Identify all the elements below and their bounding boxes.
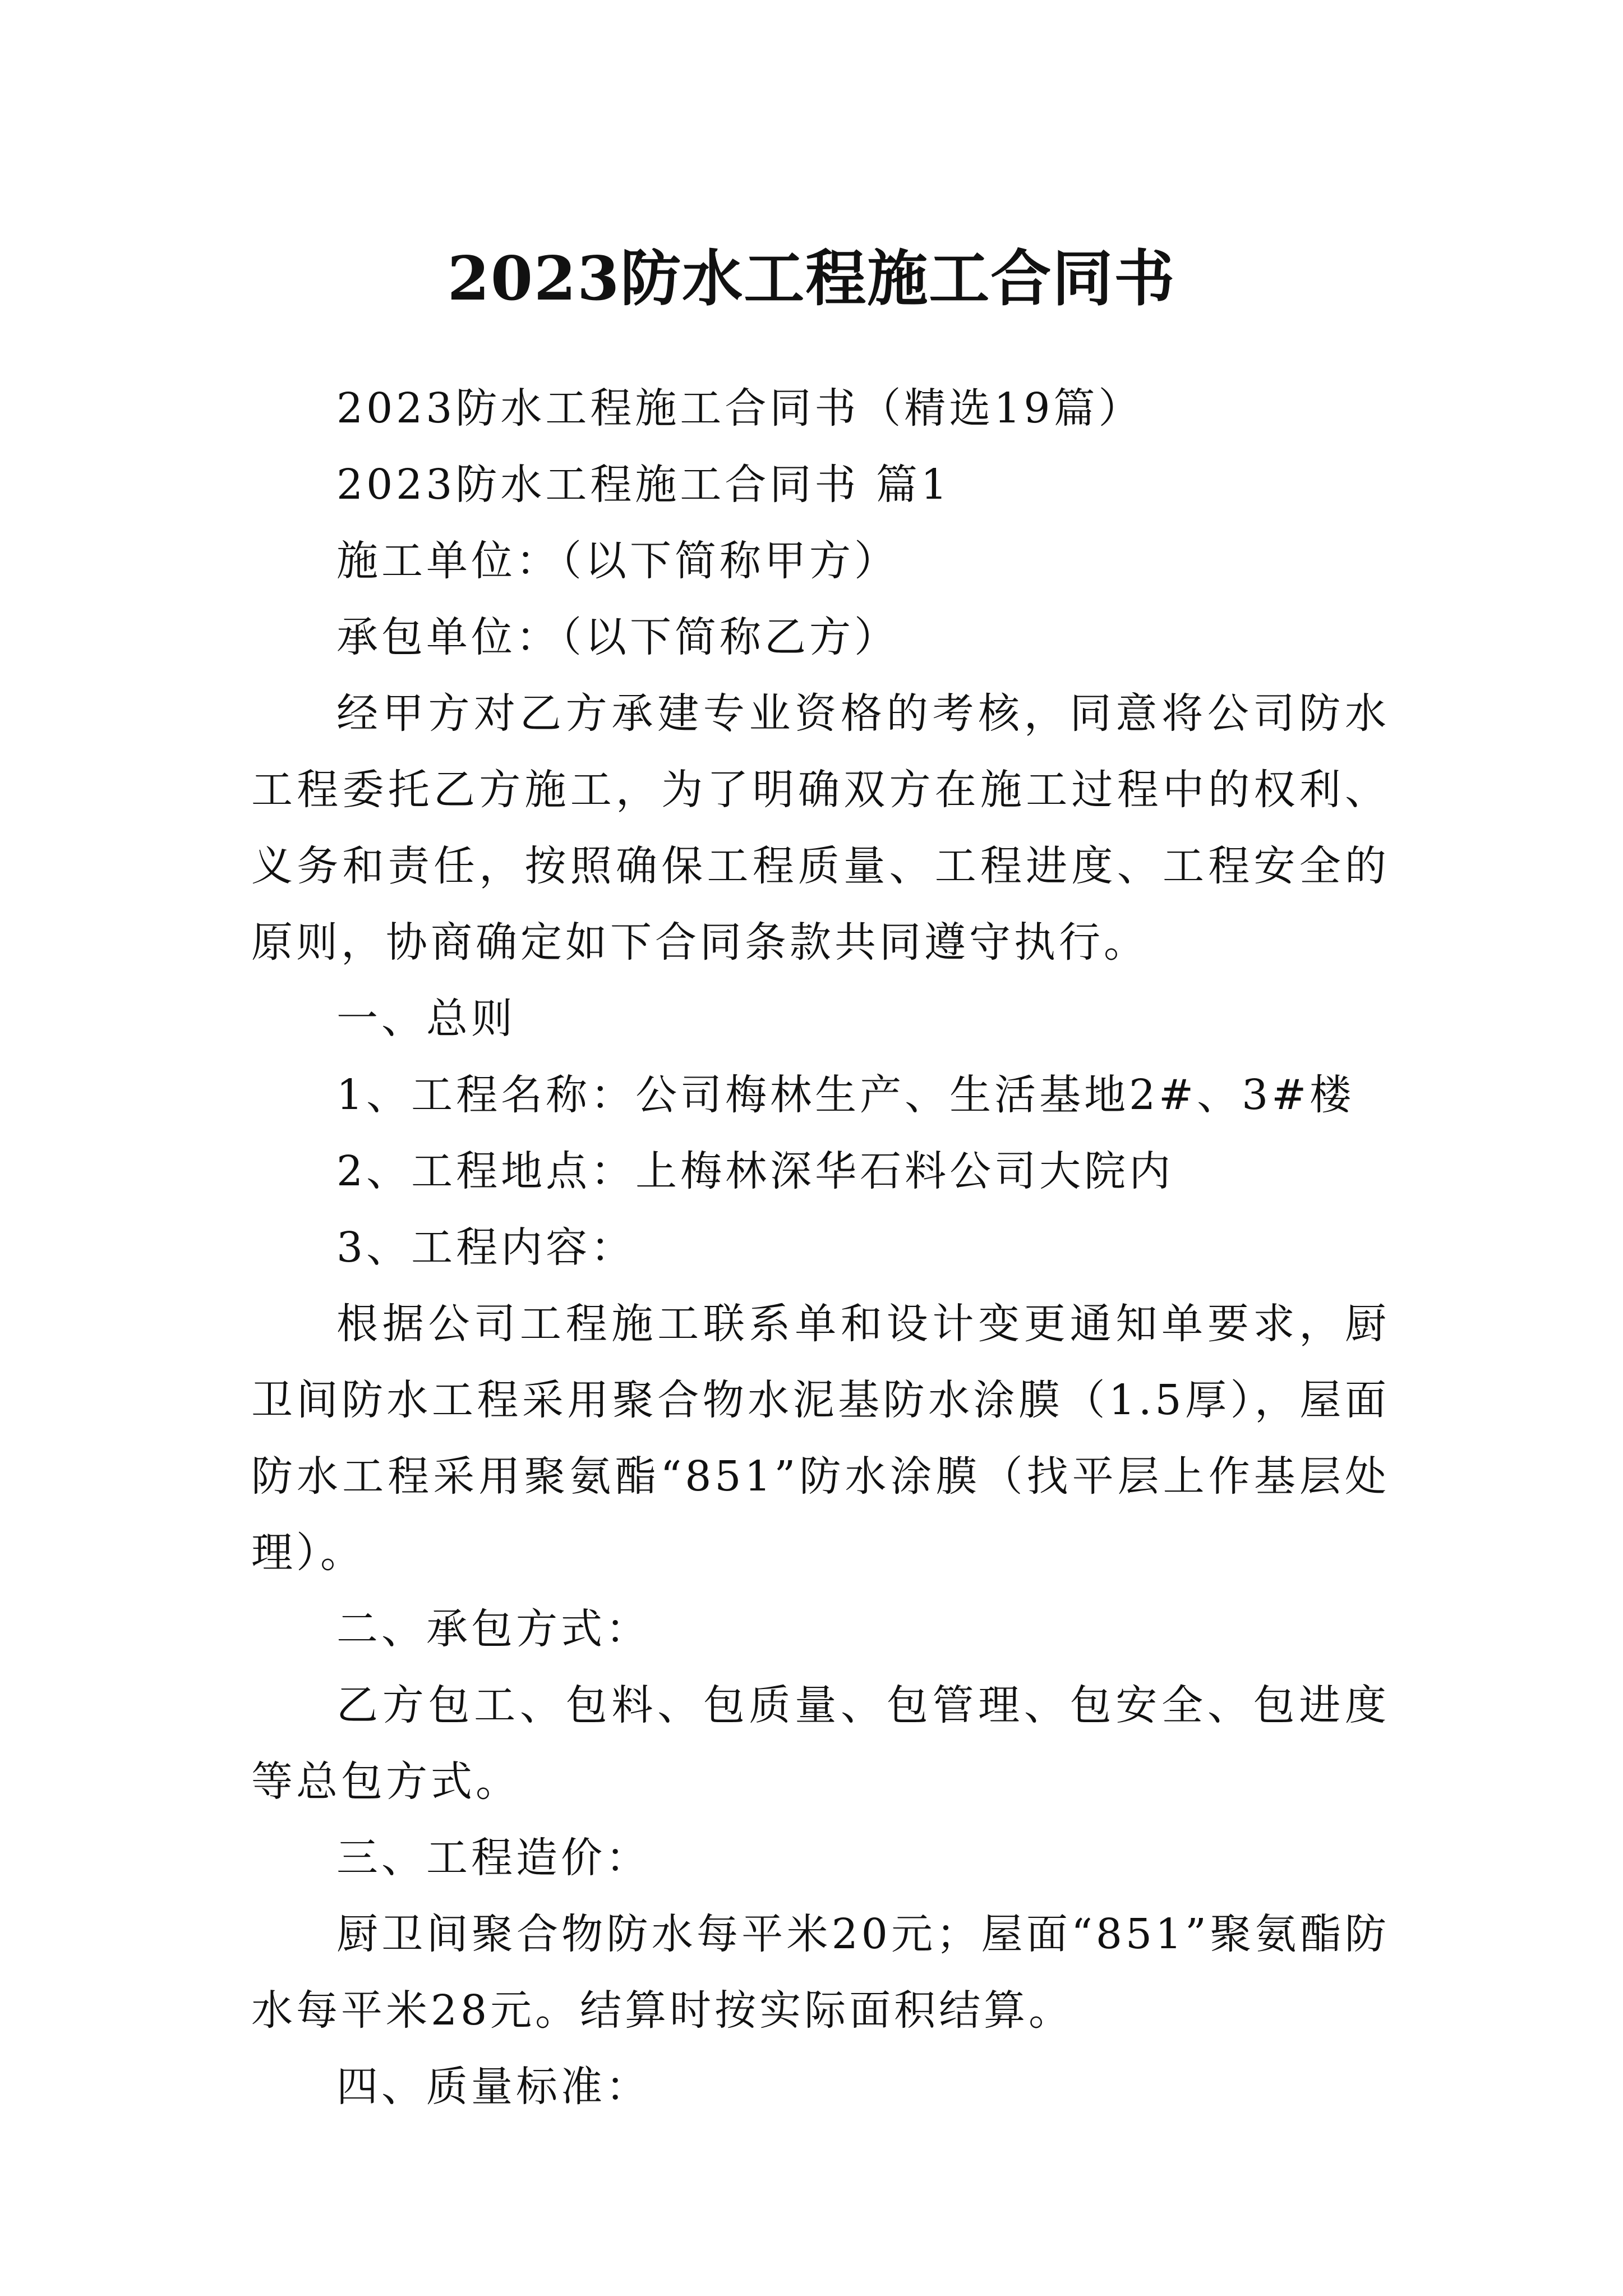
party-a-line: 施工单位：（以下简称甲方） bbox=[336, 537, 899, 585]
clause-heading-general: 一、总则 bbox=[336, 995, 516, 1043]
project-content-heading: 3、工程内容： bbox=[336, 1223, 636, 1272]
clause-heading-contract-method: 二、承包方式： bbox=[336, 1605, 651, 1653]
clause-heading-cost: 三、工程造价： bbox=[336, 1834, 651, 1882]
intro-paragraph: 经甲方对乙方承建专业资格的考核，同意将公司防水工程委托乙方施工，为了明确双方在施工过程中的权利、义务和责任，按照确保工程质量、工程进度、工程安全的原则，协商确定如下合同条款共同遵守执行。 bbox=[251, 689, 1390, 967]
project-content-paragraph: 根据公司工程施工联系单和设计变更通知单要求，厨卫间防水工程采用聚合物水泥基防水涂膜（1.5厚），屋面防水工程采用聚氨酯“851”防水涂膜（找平层上作基层处理）。 bbox=[251, 1300, 1390, 1577]
project-location-line: 2、工程地点：上梅林深华石料公司大院内 bbox=[336, 1147, 1174, 1195]
party-b-line: 承包单位：（以下简称乙方） bbox=[336, 613, 899, 661]
section-heading: 2023防水工程施工合同书 篇1 bbox=[336, 461, 951, 509]
document-title: 2023防水工程施工合同书 bbox=[447, 243, 1176, 315]
subtitle-line: 2023防水工程施工合同书（精选19篇） bbox=[336, 384, 1144, 432]
contract-method-paragraph: 乙方包工、包料、包质量、包管理、包安全、包进度等总包方式。 bbox=[251, 1681, 1390, 1806]
cost-paragraph: 厨卫间聚合物防水每平米20元；屋面“851”聚氨酯防水每平米28元。结算时按实际面积结算。 bbox=[251, 1910, 1390, 2035]
clause-heading-quality: 四、质量标准： bbox=[336, 2063, 651, 2111]
project-name-line: 1、工程名称：公司梅林生产、生活基地2#、3#楼 bbox=[336, 1071, 1355, 1119]
document-body bbox=[251, 370, 1390, 2125]
